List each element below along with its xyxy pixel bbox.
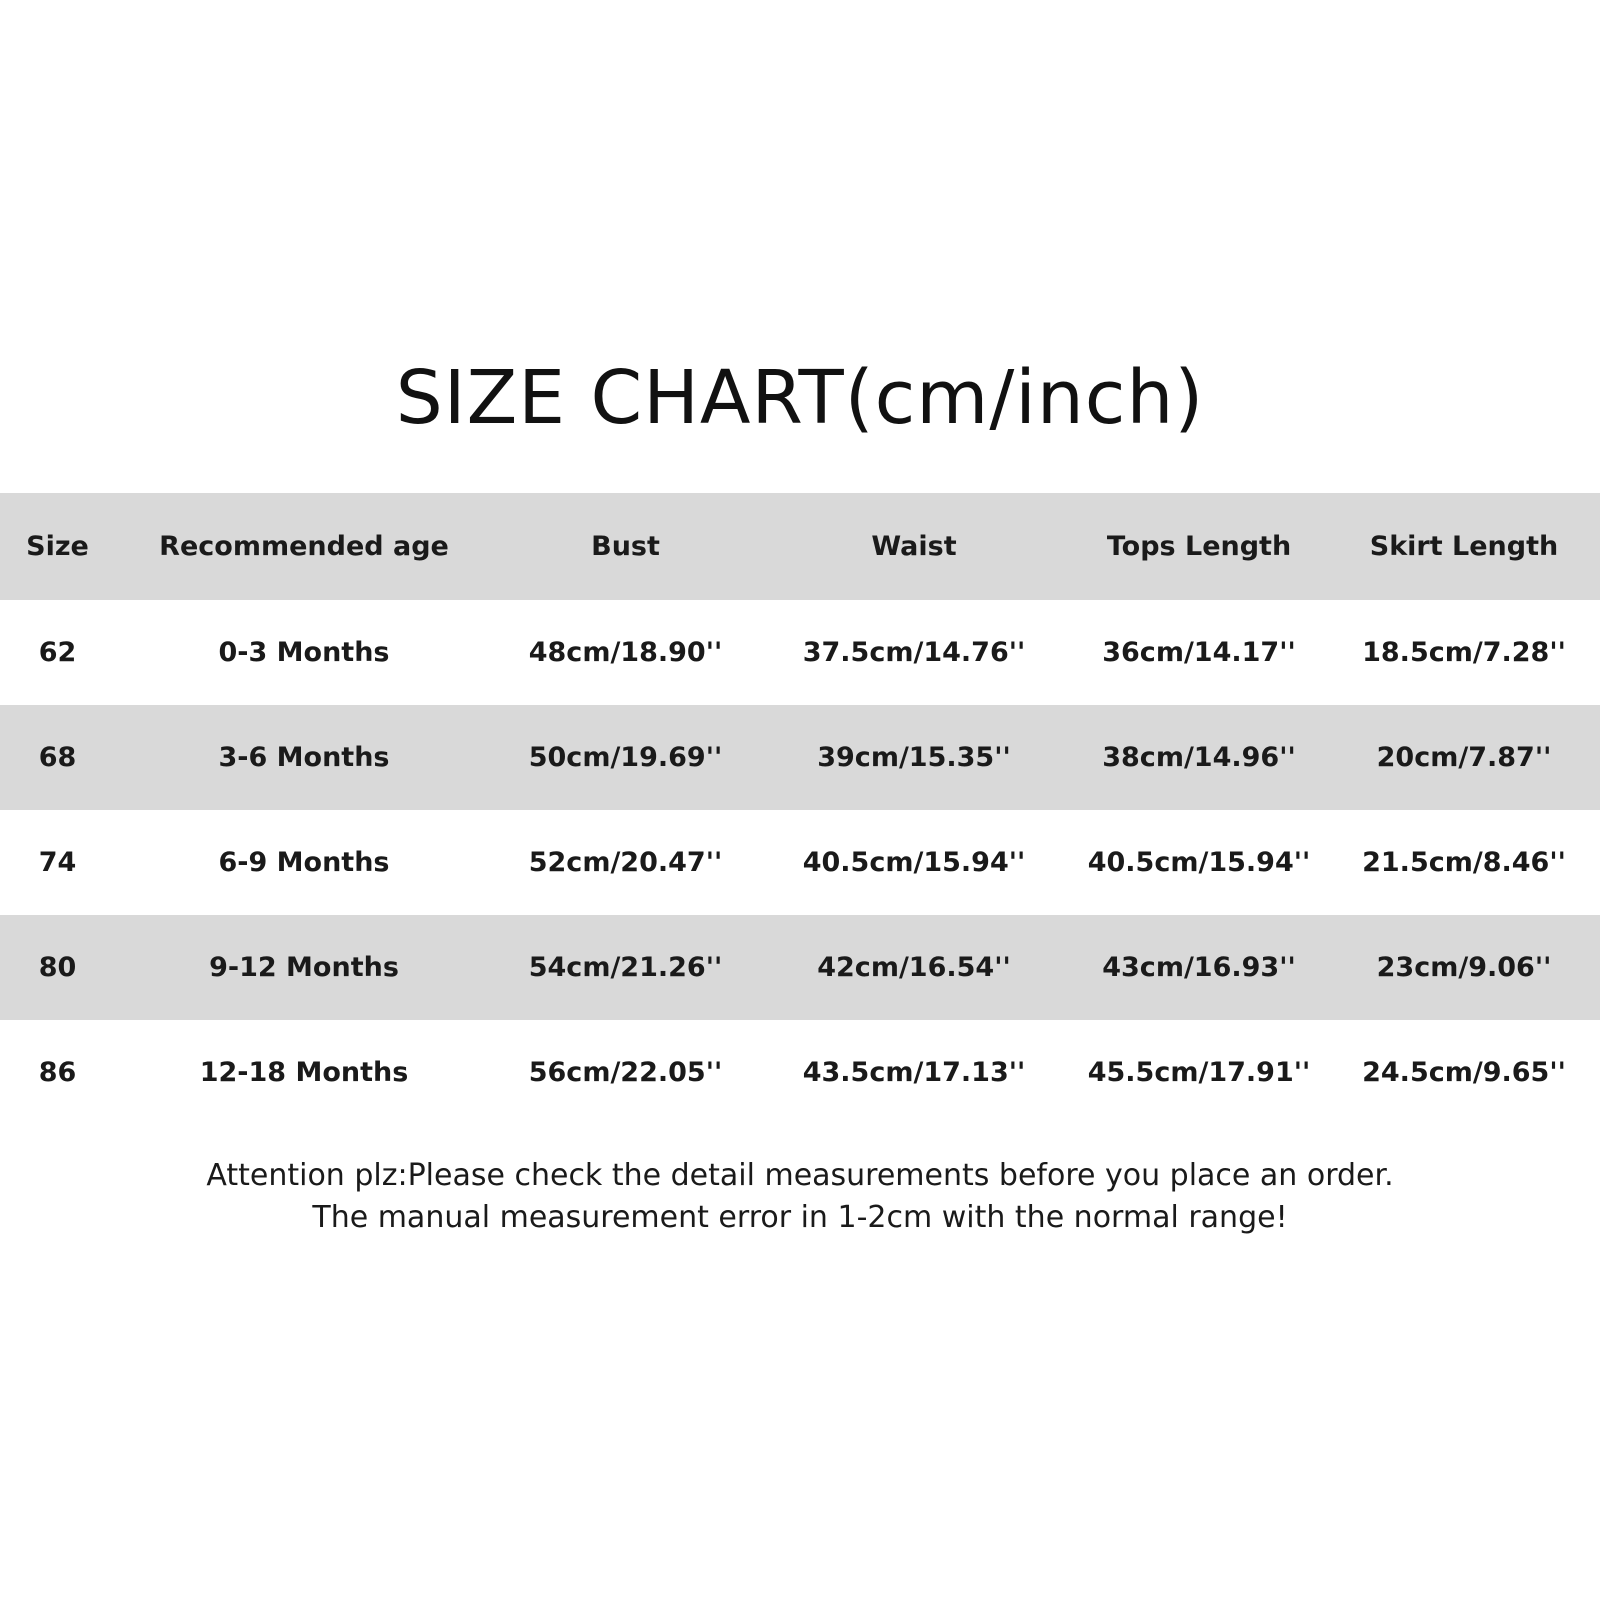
cell-skirt-length: 23cm/9.06'' (1376, 952, 1552, 983)
cell-recommended-age: 12-18 Months (199, 1057, 409, 1088)
cell-size: 74 (38, 847, 77, 878)
measurement-error-note: The manual measurement error in 1-2cm with the normal range! (312, 1200, 1288, 1235)
cell-skirt-length: 21.5cm/8.46'' (1362, 847, 1566, 878)
cell-bust: 56cm/22.05'' (528, 1057, 723, 1088)
table-row (0, 810, 1600, 915)
cell-recommended-age: 3-6 Months (218, 742, 390, 773)
header-recommended-age: Recommended age (159, 531, 449, 562)
cell-size: 68 (38, 742, 77, 773)
page-title: SIZE CHART(cm/inch) (395, 355, 1205, 441)
cell-waist: 40.5cm/15.94'' (802, 847, 1026, 878)
cell-bust: 54cm/21.26'' (528, 952, 723, 983)
cell-skirt-length: 18.5cm/7.28'' (1362, 637, 1566, 668)
cell-waist: 37.5cm/14.76'' (802, 637, 1026, 668)
cell-bust: 50cm/19.69'' (528, 742, 723, 773)
cell-tops-length: 36cm/14.17'' (1102, 637, 1296, 668)
cell-recommended-age: 6-9 Months (218, 847, 390, 878)
cell-size: 86 (38, 1057, 77, 1088)
cell-waist: 43.5cm/17.13'' (802, 1057, 1026, 1088)
cell-size: 62 (38, 637, 77, 668)
cell-tops-length: 43cm/16.93'' (1102, 952, 1296, 983)
cell-recommended-age: 9-12 Months (209, 952, 399, 983)
header-bust: Bust (591, 531, 660, 562)
table-header-row (0, 493, 1600, 600)
table-row (0, 600, 1600, 705)
header-size: Size (26, 531, 89, 562)
cell-bust: 48cm/18.90'' (528, 637, 723, 668)
header-skirt-length: Skirt Length (1369, 531, 1559, 562)
cell-tops-length: 38cm/14.96'' (1102, 742, 1296, 773)
cell-bust: 52cm/20.47'' (528, 847, 723, 878)
cell-recommended-age: 0-3 Months (218, 637, 390, 668)
table-row (0, 915, 1600, 1020)
cell-waist: 39cm/15.35'' (817, 742, 1011, 773)
table-row (0, 705, 1600, 810)
cell-tops-length: 40.5cm/15.94'' (1087, 847, 1311, 878)
cell-skirt-length: 20cm/7.87'' (1376, 742, 1552, 773)
header-waist: Waist (871, 531, 957, 562)
table-row (0, 1020, 1600, 1125)
cell-waist: 42cm/16.54'' (817, 952, 1011, 983)
size-chart-table (0, 493, 1600, 1125)
cell-tops-length: 45.5cm/17.91'' (1087, 1057, 1311, 1088)
attention-note: Attention plz:Please check the detail measurements before you place an order. (206, 1158, 1394, 1193)
cell-skirt-length: 24.5cm/9.65'' (1362, 1057, 1566, 1088)
header-tops-length: Tops Length (1106, 531, 1292, 562)
cell-size: 80 (38, 952, 77, 983)
